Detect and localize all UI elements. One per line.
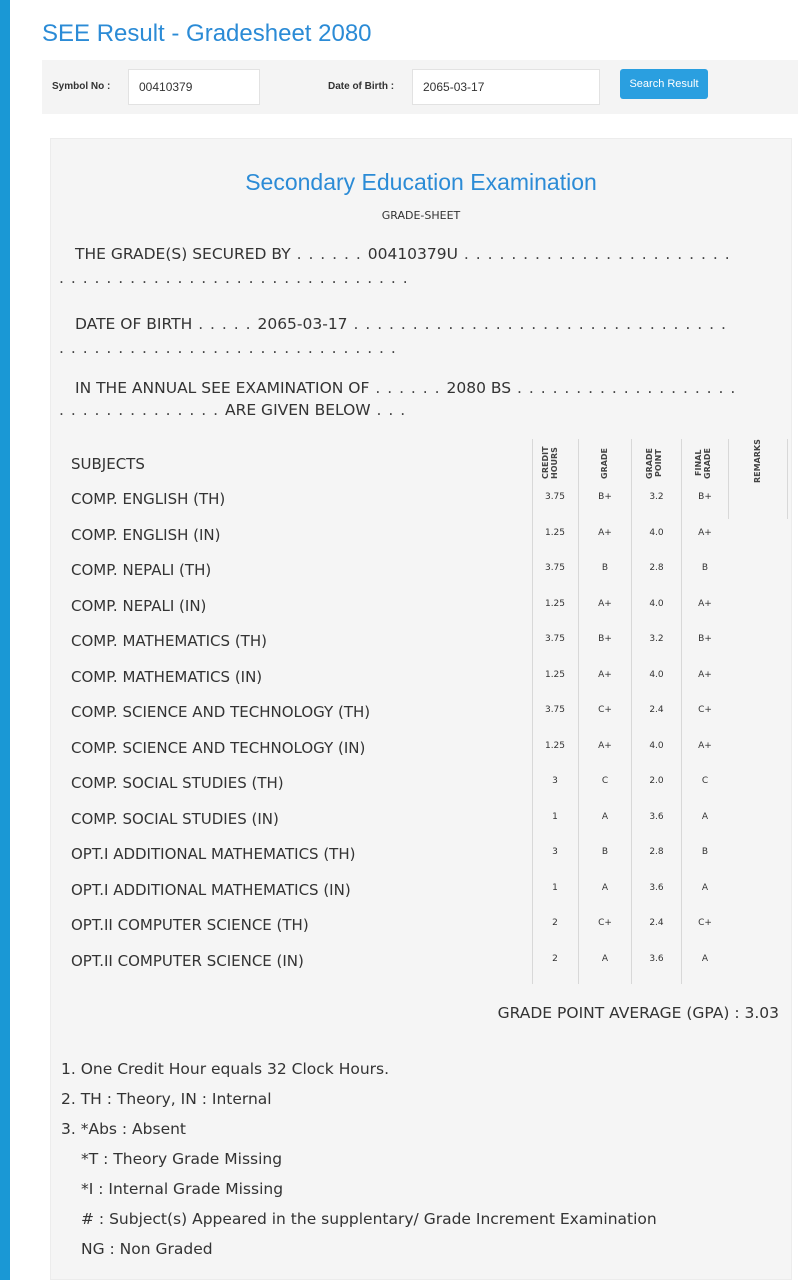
point-cell: 2.4 [649, 918, 664, 928]
dotted-line: . . . . . . . . . . . . . . . . . . . . . . . . . . . . . . [59, 269, 409, 287]
grade-header: GRADE [600, 447, 609, 479]
secured-by-label: THE GRADE(S) SECURED BY [75, 245, 291, 263]
sheet-dob-value: 2065-03-17 [257, 315, 348, 333]
subject-name: COMP. ENGLISH (IN) [71, 525, 221, 544]
given-below-line: . . . . . . . . . . . . . . ARE GIVEN BELOW . . . [59, 401, 407, 419]
dob-label: Date of Birth : [328, 81, 395, 92]
subject-name: OPT.I ADDITIONAL MATHEMATICS (IN) [71, 880, 351, 899]
final-cell: B [701, 563, 709, 573]
final-cell: A [701, 953, 709, 964]
grade-cell: A [601, 811, 609, 822]
subject-name: COMP. MATHEMATICS (IN) [71, 667, 263, 686]
exam-line: IN THE ANNUAL SEE EXAMINATION OF . . . . . . 2080 BS . . . . . . . . . . . . . . . . . . . [75, 379, 737, 397]
grade-cell: B+ [598, 492, 612, 502]
note-item: # : Subject(s) Appeared in the supplentary/ Grade Increment Examination [81, 1210, 657, 1228]
subject-name: COMP. SCIENCE AND TECHNOLOGY (TH) [71, 703, 371, 721]
credit-hours-header: CREDIT HOURS [541, 446, 559, 480]
search-form [42, 60, 798, 114]
page-title: SEE Result - Gradesheet 2080 [42, 20, 372, 47]
grade-cell: C+ [598, 705, 612, 715]
table-row [51, 591, 791, 626]
point-cell: 3.2 [649, 634, 664, 644]
point-cell: 3.2 [649, 492, 664, 502]
grade-cell: B [601, 847, 609, 857]
credit-cell: 1.25 [544, 669, 566, 680]
credit-cell: 3 [552, 847, 558, 857]
gpa-summary: GRADE POINT AVERAGE (GPA) : 3.03 [497, 1004, 779, 1022]
grade-cell: A [601, 882, 609, 893]
final-cell: A+ [698, 598, 712, 609]
point-cell: 2.4 [649, 705, 664, 715]
note-item: *T : Theory Grade Missing [81, 1150, 283, 1168]
final-cell: C [701, 776, 709, 786]
subject-name: OPT.I ADDITIONAL MATHEMATICS (TH) [71, 845, 356, 863]
table-row [51, 520, 791, 555]
note-item: 3. *Abs : Absent [61, 1120, 187, 1138]
subjects-header: SUBJECTS [71, 455, 145, 473]
grade-cell: A [601, 953, 609, 964]
table-row [51, 910, 791, 945]
note-item: 1. One Credit Hour equals 32 Clock Hours. [61, 1060, 390, 1078]
credit-cell: 1.25 [544, 598, 566, 609]
table-row [51, 662, 791, 697]
note-item: 2. TH : Theory, IN : Internal [61, 1090, 272, 1108]
dob-line: DATE OF BIRTH . . . . . 2065-03-17 . . . . . . . . . . . . . . . . . . . . . . . . . . . . . . . . [75, 315, 727, 333]
final-cell: B [701, 847, 709, 857]
table-row [51, 626, 791, 661]
final-cell: C+ [698, 705, 712, 715]
secured-by-line: THE GRADE(S) SECURED BY . . . . . . 00410379U . . . . . . . . . . . . . . . . . . . . . . . [75, 245, 731, 263]
dob-input[interactable]: 2065-03-17 [412, 69, 600, 105]
subject-name: COMP. SCIENCE AND TECHNOLOGY (IN) [71, 738, 366, 757]
remarks-header: REMARKS [753, 439, 762, 483]
point-cell: 4.0 [649, 527, 664, 538]
point-cell: 3.6 [649, 882, 664, 893]
grade-cell: A+ [598, 669, 612, 680]
table-row [51, 839, 791, 874]
symbol-label: Symbol No : [52, 81, 111, 92]
symbol-input[interactable]: 00410379 [128, 69, 260, 105]
subject-name: COMP. ENGLISH (TH) [71, 490, 226, 508]
given-below-text: ARE GIVEN BELOW [224, 401, 371, 419]
note-item: NG : Non Graded [81, 1240, 213, 1258]
point-cell: 4.0 [649, 740, 664, 751]
credit-cell: 1 [552, 882, 558, 893]
point-cell: 3.6 [649, 953, 664, 964]
table-row [51, 555, 791, 590]
table-row [51, 697, 791, 732]
table-row [51, 484, 791, 519]
subject-name: OPT.II COMPUTER SCIENCE (TH) [71, 916, 309, 934]
credit-cell: 1.25 [544, 527, 566, 538]
final-cell: A+ [698, 527, 712, 538]
credit-cell: 2 [552, 953, 558, 964]
table-row [51, 768, 791, 803]
final-cell: A+ [698, 740, 712, 751]
credit-cell: 2 [552, 918, 558, 928]
credit-cell: 1 [552, 811, 558, 822]
left-accent-bar [0, 0, 10, 1280]
note-item: *I : Internal Grade Missing [81, 1180, 284, 1198]
subject-name: COMP. NEPALI (TH) [71, 561, 212, 579]
grade-cell: A+ [598, 598, 612, 609]
grade-cell: C [601, 776, 609, 786]
subject-name: COMP. NEPALI (IN) [71, 596, 207, 615]
point-cell: 2.8 [649, 563, 664, 573]
credit-cell: 3.75 [544, 705, 566, 715]
secured-by-value: 00410379U [367, 245, 458, 263]
grade-cell: B+ [598, 634, 612, 644]
subject-name: COMP. MATHEMATICS (TH) [71, 632, 267, 650]
table-row [51, 875, 791, 910]
sheet-dob-label: DATE OF BIRTH [75, 315, 193, 333]
dotted-line: . . . . . . . . . . . . . . . . . . . . . . . . . . . . . [59, 339, 397, 357]
grade-point-header: GRADE POINT [645, 447, 663, 479]
subject-name: OPT.II COMPUTER SCIENCE (IN) [71, 951, 304, 970]
credit-cell: 3.75 [544, 563, 566, 573]
subject-name: COMP. SOCIAL STUDIES (TH) [71, 774, 284, 792]
point-cell: 2.0 [649, 776, 664, 786]
credit-cell: 1.25 [544, 740, 566, 751]
final-cell: A [701, 882, 709, 893]
credit-cell: 3 [552, 776, 558, 786]
grade-sheet [50, 138, 792, 1280]
grade-cell: A+ [598, 527, 612, 538]
table-row [51, 804, 791, 839]
grade-sheet-label: GRADE-SHEET [381, 209, 461, 222]
point-cell: 3.6 [649, 811, 664, 822]
final-cell: C+ [698, 918, 712, 928]
credit-cell: 3.75 [544, 634, 566, 644]
point-cell: 4.0 [649, 598, 664, 609]
subject-name: COMP. SOCIAL STUDIES (IN) [71, 809, 279, 828]
final-cell: A [701, 811, 709, 822]
final-grade-header: FINAL GRADE [694, 447, 712, 479]
final-cell: A+ [698, 669, 712, 680]
table-row [51, 946, 791, 981]
credit-cell: 3.75 [544, 492, 566, 502]
table-row [51, 733, 791, 768]
notes-list [61, 1054, 657, 1264]
point-cell: 4.0 [649, 669, 664, 680]
exam-title: Secondary Education Examination [245, 169, 597, 195]
final-cell: B+ [698, 492, 712, 502]
final-cell: B+ [698, 634, 712, 644]
exam-label: IN THE ANNUAL SEE EXAMINATION OF [75, 379, 370, 397]
exam-value: 2080 BS [446, 379, 512, 397]
point-cell: 2.8 [649, 847, 664, 857]
grade-cell: C+ [598, 918, 612, 928]
grade-cell: A+ [598, 740, 612, 751]
search-result-button[interactable]: Search Result [620, 69, 708, 99]
grade-cell: B [601, 563, 609, 573]
